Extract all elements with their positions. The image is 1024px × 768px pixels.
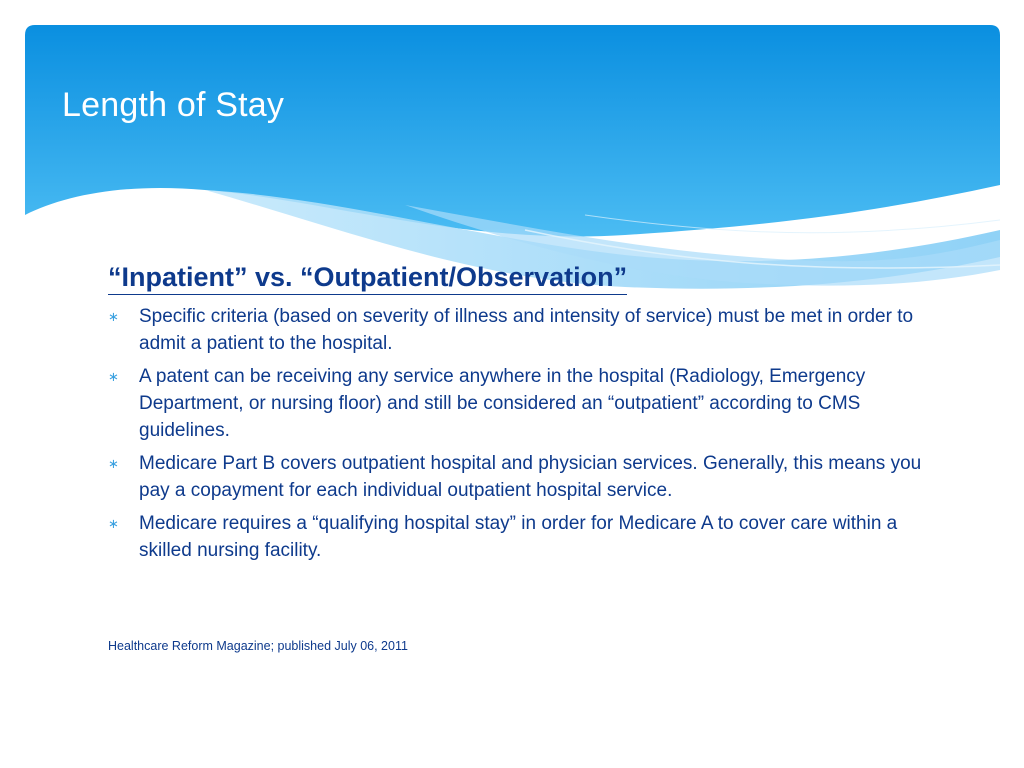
slide-title: Length of Stay — [62, 86, 285, 124]
slide-content — [108, 262, 928, 570]
source-citation: Healthcare Reform Magazine; published July 06, 2011 — [108, 639, 408, 653]
asterisk-bullet-icon: ∗ — [108, 369, 119, 384]
bullet-item — [108, 303, 928, 357]
bullet-text: Specific criteria (based on severity of illness and intensity of service) must be met in order to admit a patient to the hospital. — [139, 306, 914, 354]
bullet-item — [108, 510, 928, 564]
asterisk-bullet-icon: ∗ — [108, 456, 119, 471]
bullet-item — [108, 363, 928, 444]
header-banner — [25, 25, 1000, 295]
bullet-text: A patent can be receiving any service anywhere in the hospital (Radiology, Emergency Department, or nursing floor) and still be considered an “outpatient” according to CMS guidelines. — [139, 366, 866, 441]
bullet-item — [108, 450, 928, 504]
asterisk-bullet-icon: ∗ — [108, 516, 119, 531]
bullet-text: Medicare requires a “qualifying hospital stay” in order for Medicare A to cover care within a skilled nursing facility. — [139, 513, 898, 561]
asterisk-bullet-icon: ∗ — [108, 309, 119, 324]
section-heading: “Inpatient” vs. “Outpatient/Observation” — [108, 262, 627, 295]
bullet-text: Medicare Part B covers outpatient hospital and physician services. Generally, this means you pay a copayment for each individual outpatient hospital service. — [139, 453, 922, 501]
wave-banner-graphic — [25, 25, 1000, 295]
bullet-list — [108, 303, 928, 564]
